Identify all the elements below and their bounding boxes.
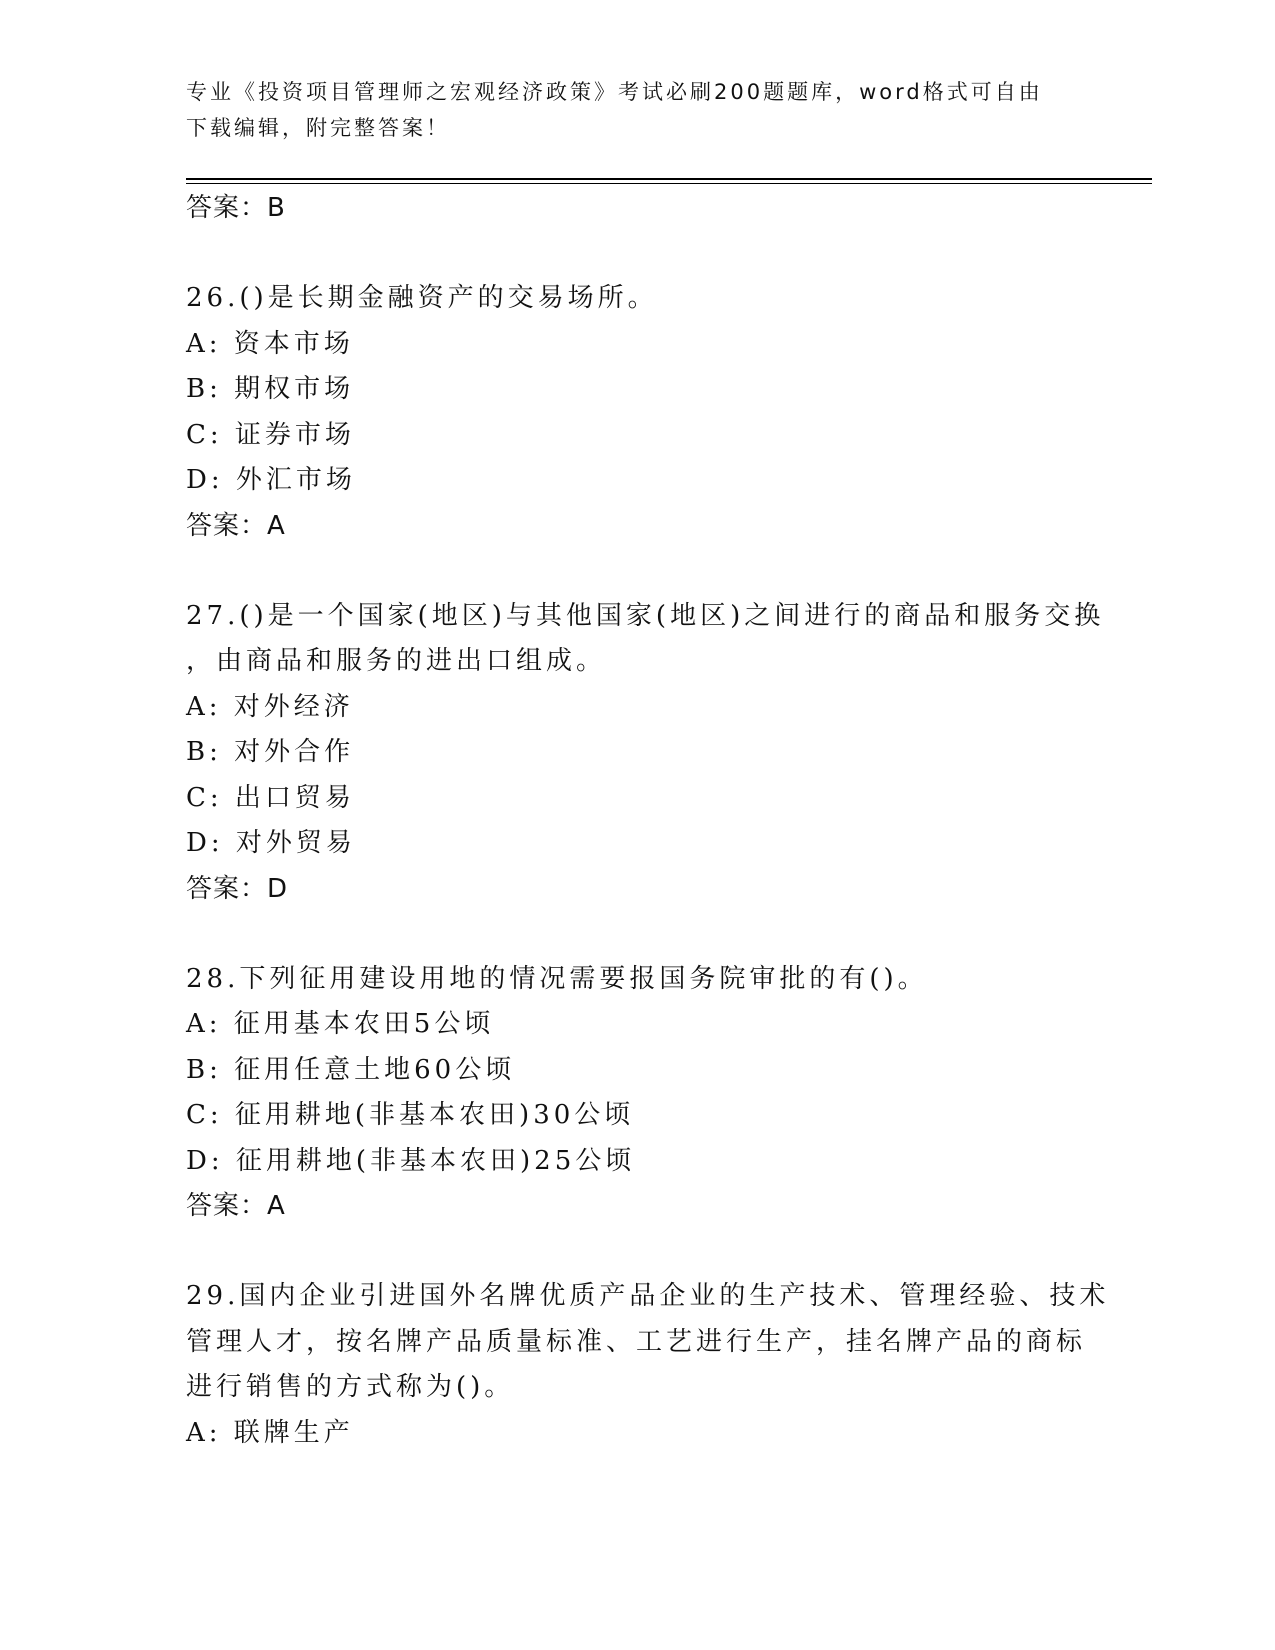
question-27 [186, 594, 1105, 911]
answer-25: 答案：B [186, 193, 286, 223]
option-28-d: D: 征用耕地(非基本农田)25公顷 [186, 1145, 636, 1176]
option-26-d: D: 外汇市场 [186, 465, 356, 495]
spacer [186, 230, 1066, 276]
option-26-b: B: 期权市场 [186, 374, 355, 404]
option-28-a: A: 征用基本农田5公顷 [186, 1009, 495, 1039]
option-28-b: B: 征用任意土地60公顷 [186, 1054, 516, 1085]
question-27-text-1: 27.()是一个国家(地区)与其他国家(地区)之间进行的商品和服务交换 [186, 600, 1105, 631]
question-28 [186, 957, 1066, 1229]
question-28-text: 28.下列征用建设用地的情况需要报国务院审批的有()。 [186, 963, 928, 994]
option-26-c: C: 证券市场 [186, 419, 355, 450]
option-27-a: A: 对外经济 [186, 691, 354, 722]
question-29 [186, 1274, 1110, 1456]
option-27-b: B: 对外合作 [186, 737, 355, 767]
answer-28: 答案：A [186, 1191, 286, 1221]
question-list [186, 186, 1110, 1456]
header-rule-thick [186, 178, 1152, 180]
question-29-text-2: 管理人才，按名牌产品质量标准、工艺进行生产，挂名牌产品的商标 [186, 1326, 1087, 1357]
option-27-c: C: 出口贸易 [186, 782, 355, 813]
question-27-text-2: ，由商品和服务的进出口组成。 [186, 646, 607, 676]
spacer [186, 1228, 1066, 1274]
option-27-d: D: 对外贸易 [186, 828, 356, 858]
header-line-1: 专业《投资项目管理师之宏观经济政策》考试必刷200题题库，word格式可自由 [186, 80, 1043, 104]
question-29-text-3: 进行销售的方式称为()。 [186, 1372, 515, 1402]
header-line-2: 下载编辑，附完整答案！ [186, 116, 450, 140]
option-28-c: C: 征用耕地(非基本农田)30公顷 [186, 1100, 635, 1130]
question-26-text: 26.()是长期金融资产的交易场所。 [186, 283, 658, 313]
question-29-text-1: 29.国内企业引进国外名牌优质产品企业的生产技术、管理经验、技术 [186, 1281, 1110, 1311]
spacer [186, 548, 1066, 594]
header-rule-thin [186, 183, 1152, 184]
spacer [186, 911, 1066, 957]
answer-27: 答案：D [186, 873, 289, 904]
question-26 [186, 276, 1066, 548]
answer-26: 答案：A [186, 510, 286, 541]
option-29-a: A: 联牌生产 [186, 1417, 354, 1448]
page-header [186, 74, 1066, 146]
option-26-a: A: 资本市场 [186, 328, 354, 359]
